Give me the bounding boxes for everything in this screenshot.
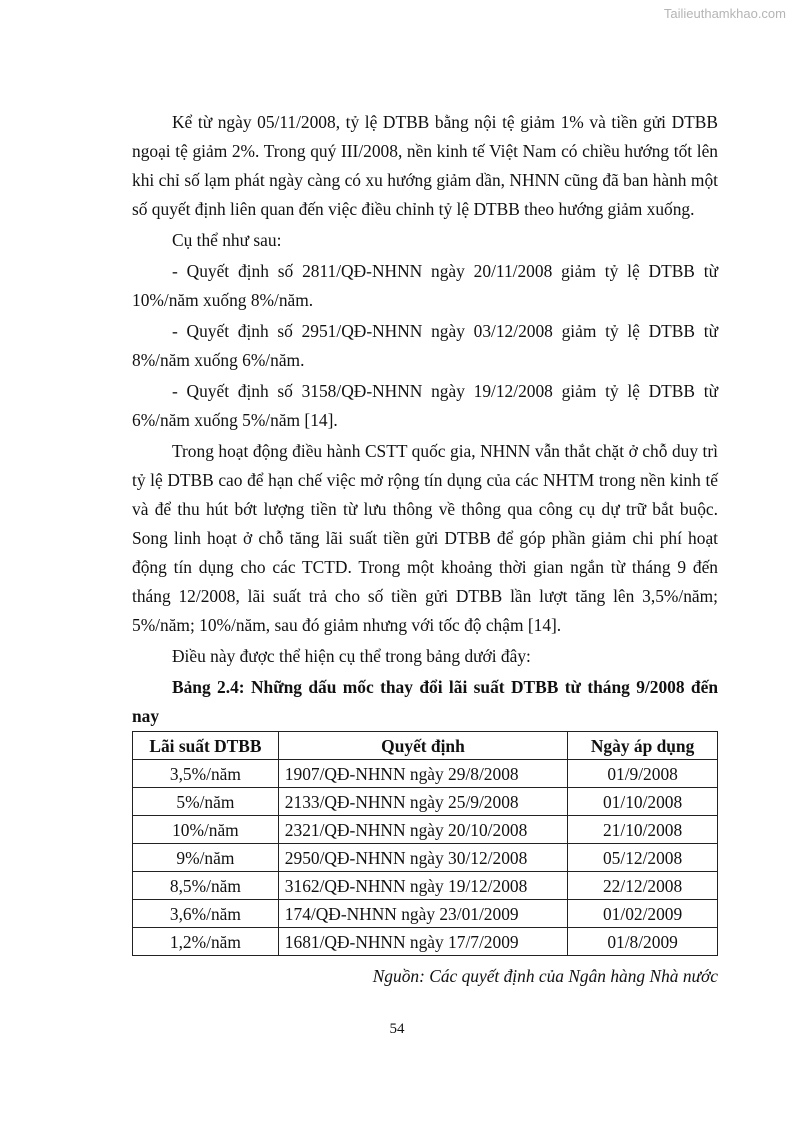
watermark: Tailieuthamkhao.com xyxy=(663,6,786,21)
table-row xyxy=(133,900,718,928)
cell-rate: 5%/năm xyxy=(133,788,279,816)
paragraph-detail-heading: Cụ thể như sau: xyxy=(172,230,282,250)
cell-rate: 3,6%/năm xyxy=(133,900,279,928)
paragraph-decision-2951: - Quyết định số 2951/QĐ-NHNN ngày 03/12/2008 giảm tỷ lệ DTBB từ 8%/năm xuống 6%/năm. xyxy=(132,321,718,370)
cell-date: 01/8/2009 xyxy=(568,928,718,956)
cell-rate: 10%/năm xyxy=(133,816,279,844)
cell-decision: 3162/QĐ-NHNN ngày 19/12/2008 xyxy=(278,872,567,900)
cell-date: 22/12/2008 xyxy=(568,872,718,900)
paragraph-intro: Kể từ ngày 05/11/2008, tỷ lệ DTBB bằng nội tệ giảm 1% và tiền gửi DTBB ngoại tệ giảm 2%. Trong quý III/2008, nền kinh tế Việt Nam có chiều hướng tốt lên khi chỉ số lạm phát ngày càng có xu hướng giảm dần, NHNN cũng đã ban hành một số quyết định liên quan đến việc điều chỉnh tỷ lệ DTBB theo hướng giảm xuống. xyxy=(132,112,718,219)
cell-decision: 174/QĐ-NHNN ngày 23/01/2009 xyxy=(278,900,567,928)
table-row xyxy=(133,760,718,788)
table-title: Bảng 2.4: Những dấu mốc thay đổi lãi suất DTBB từ tháng 9/2008 đến nay xyxy=(132,677,718,726)
table-row xyxy=(133,816,718,844)
cell-date: 01/9/2008 xyxy=(568,760,718,788)
cell-date: 21/10/2008 xyxy=(568,816,718,844)
table-row xyxy=(133,788,718,816)
cell-date: 05/12/2008 xyxy=(568,844,718,872)
table-header-row xyxy=(133,732,718,760)
header-effective-date: Ngày áp dụng xyxy=(568,732,718,760)
paragraph-decision-3158: - Quyết định số 3158/QĐ-NHNN ngày 19/12/2008 giảm tỷ lệ DTBB từ 6%/năm xuống 5%/năm [14]. xyxy=(132,381,718,430)
interest-rate-table xyxy=(132,731,718,956)
cell-date: 01/10/2008 xyxy=(568,788,718,816)
cell-rate: 3,5%/năm xyxy=(133,760,279,788)
header-decision: Quyết định xyxy=(278,732,567,760)
cell-rate: 8,5%/năm xyxy=(133,872,279,900)
cell-decision: 1681/QĐ-NHNN ngày 17/7/2009 xyxy=(278,928,567,956)
cell-decision: 1907/QĐ-NHNN ngày 29/8/2008 xyxy=(278,760,567,788)
cell-rate: 1,2%/năm xyxy=(133,928,279,956)
table-row xyxy=(133,872,718,900)
table-row xyxy=(133,928,718,956)
cell-rate: 9%/năm xyxy=(133,844,279,872)
document-body xyxy=(132,108,718,991)
cell-decision: 2950/QĐ-NHNN ngày 30/12/2008 xyxy=(278,844,567,872)
cell-decision: 2133/QĐ-NHNN ngày 25/9/2008 xyxy=(278,788,567,816)
page-number: 54 xyxy=(389,1021,405,1037)
table-row xyxy=(133,844,718,872)
paragraph-decision-2811: - Quyết định số 2811/QĐ-NHNN ngày 20/11/2008 giảm tỷ lệ DTBB từ 10%/năm xuống 8%/năm. xyxy=(132,261,718,310)
cell-decision: 2321/QĐ-NHNN ngày 20/10/2008 xyxy=(278,816,567,844)
header-rate: Lãi suất DTBB xyxy=(133,732,279,760)
table-source: Nguồn: Các quyết định của Ngân hàng Nhà nước xyxy=(372,966,718,986)
cell-date: 01/02/2009 xyxy=(568,900,718,928)
paragraph-table-intro: Điều này được thể hiện cụ thể trong bảng dưới đây: xyxy=(172,646,531,666)
paragraph-monetary-policy: Trong hoạt động điều hành CSTT quốc gia, NHNN vẫn thắt chặt ở chỗ duy trì tỷ lệ DTBB cao để hạn chế việc mở rộng tín dụng của các NHTM trong nền kinh tế và để thu hút bớt lượng tiền từ lưu thông về thông qua công cụ dự trữ bắt buộc. Song linh hoạt ở chỗ tăng lãi suất tiền gửi DTBB để góp phần giảm chi phí hoạt động tín dụng cho các TCTD. Trong một khoảng thời gian ngắn từ tháng 9 đến tháng 12/2008, lãi suất trả cho số tiền gửi DTBB lần lượt tăng lên 3,5%/năm; 5%/năm; 10%/năm, sau đó giảm nhưng với tốc độ chậm [14]. xyxy=(132,441,718,635)
